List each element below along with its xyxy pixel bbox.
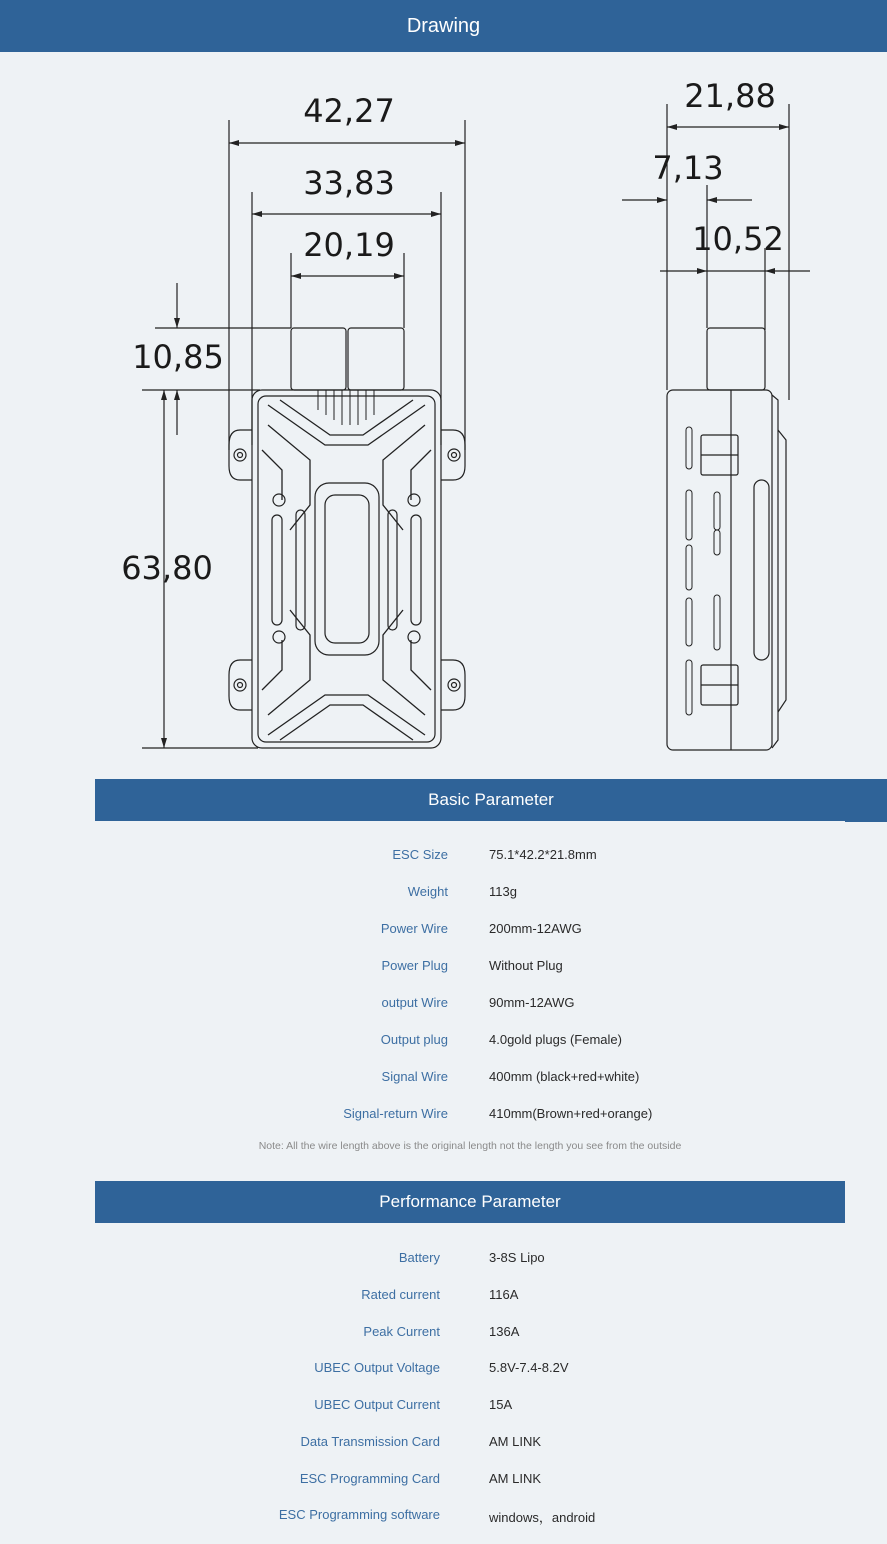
param-label: Battery [398, 1250, 440, 1265]
front-view [142, 120, 465, 748]
table-row [0, 1069, 887, 1091]
param-label: Peak Current [363, 1324, 440, 1339]
table-row [0, 1250, 887, 1272]
param-label: output Wire [381, 995, 448, 1010]
drawing-header [0, 0, 887, 52]
table-row [0, 921, 887, 943]
param-value: 400mm (black+red+white) [489, 1069, 640, 1084]
param-value: 116A [489, 1287, 519, 1302]
param-value: 5.8V-7.4-8.2V [489, 1360, 569, 1375]
dim-plug-width: 20,19 [303, 226, 395, 264]
param-label: UBEC Output Current [314, 1397, 440, 1412]
param-value: AM LINK [489, 1434, 542, 1449]
param-value: 3-8S Lipo [489, 1250, 545, 1265]
param-value: Without Plug [489, 958, 563, 973]
param-value: 15A [489, 1397, 513, 1412]
table-row [0, 1397, 887, 1419]
param-label: ESC Size [392, 847, 448, 862]
table-row [0, 1507, 887, 1529]
param-value: 75.1*42.2*21.8mm [489, 847, 597, 862]
table-row [0, 1032, 887, 1054]
param-label: Output plug [380, 1032, 448, 1047]
param-label: Power Wire [380, 921, 448, 936]
performance-parameter-title: Performance Parameter [379, 1192, 561, 1211]
param-label: Data Transmission Card [300, 1434, 440, 1449]
drawing-svg [0, 52, 887, 777]
param-value: 410mm(Brown+red+orange) [489, 1106, 653, 1121]
table-row [0, 958, 887, 980]
param-label: Power Plug [381, 958, 448, 973]
param-value: 113g [489, 884, 517, 899]
param-value: 90mm-12AWG [489, 995, 575, 1010]
param-label: UBEC Output Voltage [314, 1360, 440, 1375]
dim-offset-b: 10,52 [692, 220, 784, 258]
param-value: 200mm-12AWG [489, 921, 582, 936]
param-value: AM LINK [489, 1471, 542, 1486]
basic-parameter-header [95, 779, 887, 821]
dim-plug-height: 10,85 [132, 338, 224, 376]
side-view [622, 104, 810, 750]
table-row [0, 1324, 887, 1346]
param-value: windows，android [489, 1510, 596, 1525]
table-row [0, 1287, 887, 1309]
param-label: Signal-return Wire [343, 1106, 448, 1121]
performance-parameter-header [95, 1181, 845, 1223]
basic-parameter-title: Basic Parameter [428, 790, 554, 809]
table-row [0, 1471, 887, 1493]
param-label: Weight [407, 884, 448, 899]
param-value: 136A [489, 1324, 520, 1339]
wire-length-note: Note: All the wire length above is the original length not the length you see from the outside [258, 1140, 682, 1152]
table-row [0, 1360, 887, 1382]
param-label: Signal Wire [381, 1069, 448, 1084]
table-row [0, 884, 887, 906]
technical-drawing [0, 52, 887, 777]
dim-hole-span: 33,83 [303, 164, 395, 202]
table-row [0, 995, 887, 1017]
param-label: Rated current [361, 1287, 440, 1302]
param-label: ESC Programming Card [299, 1471, 440, 1486]
dim-offset-a: 7,13 [652, 149, 724, 187]
header-divider [845, 821, 887, 822]
dim-depth: 21,88 [684, 77, 776, 115]
dim-total-width: 42,27 [303, 92, 395, 130]
table-row [0, 847, 887, 869]
param-label: ESC Programming software [278, 1507, 440, 1522]
table-row [0, 1106, 887, 1128]
drawing-title: Drawing [406, 14, 481, 37]
dim-body-height: 63,80 [121, 549, 213, 587]
param-value: 4.0gold plugs (Female) [489, 1032, 622, 1047]
table-row [0, 1434, 887, 1456]
